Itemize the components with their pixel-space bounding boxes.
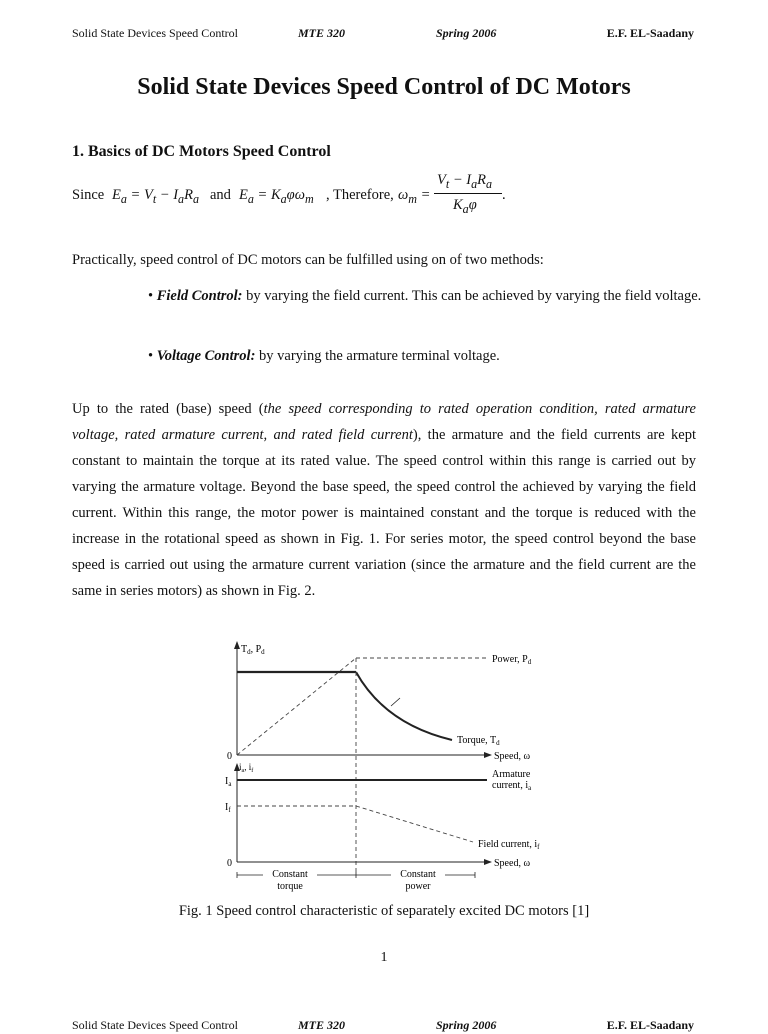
constant-torque-label-1: Constant — [272, 869, 308, 880]
speed-label-bottom: Speed, ω — [494, 858, 531, 869]
page-footer — [72, 1018, 694, 1034]
field-current-label: Field current, $i_f$ — [478, 839, 540, 851]
header-term: Spring 2006 — [436, 26, 497, 40]
bullet-voltage-control — [148, 343, 696, 369]
armature-label-2: current, $i_a$ — [492, 780, 532, 792]
figure-caption: Fig. 1 Speed control characteristic of separately excited DC motors [1] — [178, 903, 590, 919]
paragraph-rest: ), the armature and the field currents are kept constant to maintain the torque at its rated value. The speed control within this range is carried out by varying the armature voltage. Beyond the base speed, the speed control the achieved by varying the field current. Within this range, the motor power is maintained constant and the torque is reduced with the increase in the rotational speed as shown in Fig. 1. For series motor, the speed control beyond the base speed is carried out using the armature current variation (since the armature and the field current are the same in series motors) as shown in Fig. 2. — [72, 427, 696, 599]
bullet-dot: • — [148, 348, 157, 364]
header-course-title: Solid State Devices Speed Control — [72, 26, 238, 40]
equation-period: . — [502, 187, 506, 203]
constant-power-label-1: Constant — [400, 869, 436, 880]
bullet-dot: • — [148, 288, 157, 304]
speed-equation — [72, 172, 712, 220]
footer-term: Spring 2006 — [436, 1018, 497, 1032]
zero-top: 0 — [227, 751, 232, 762]
header-course-code: MTE 320 — [298, 26, 346, 40]
equation-and: and — [210, 187, 231, 203]
torque-label: Torque, $T_d$ — [457, 735, 500, 747]
page-number: 1 — [380, 950, 388, 965]
equation-since: Since — [72, 187, 105, 203]
equation-ea-kphi: $E_a = K_a\varphi\omega_m$ — [239, 187, 314, 206]
bullet-label: Voltage Control: — [156, 348, 256, 364]
fraction-bar — [434, 193, 502, 194]
intro-text: Practically, speed control of DC motors can be fulfilled using on of two methods: — [72, 252, 544, 268]
constant-power-label-2: power — [405, 881, 431, 892]
footer-course-title: Solid State Devices Speed Control — [72, 1018, 238, 1032]
equation-numerator: $V_t - I_aR_a$ — [437, 172, 493, 191]
torque-decay-curve — [356, 672, 452, 740]
section-heading: 1. Basics of DC Motors Speed Control — [72, 143, 331, 160]
bullet-label: Field Control: — [156, 288, 243, 304]
armature-label-1: Armature — [492, 769, 531, 780]
equation-omega-m: $\omega_m$ = — [398, 187, 431, 206]
header-author: E.F. EL-Saadany — [606, 26, 694, 40]
speed-label-top: Speed, ω — [494, 751, 531, 762]
power-label: Power, $P_d$ — [492, 654, 532, 666]
paragraph-start: Up to the rated (base) speed ( — [72, 401, 264, 417]
paragraph-italic: the speed corresponding to rated operation condition, rated armature voltage, rated armature current, and rated field current — [72, 401, 696, 443]
ia-if-label: $i_a$, $i_f$ — [239, 762, 254, 774]
field-current-decrease — [356, 806, 473, 842]
bullet-field-control — [148, 283, 712, 309]
bullet-text: by varying the field current. This can be achieved by varying the field voltage. — [246, 288, 702, 304]
footer-author: E.F. EL-Saadany — [606, 1018, 694, 1032]
axis-label-td-pd: $T_d$, $P_d$ — [241, 644, 265, 656]
if-axis-label: $I_f$ — [225, 802, 231, 814]
page-header — [72, 26, 694, 42]
footer-course-code: MTE 320 — [298, 1018, 346, 1032]
bullet-text: by varying the armature terminal voltage. — [259, 348, 500, 364]
constant-torque-label-2: torque — [277, 881, 303, 892]
body-paragraph — [72, 396, 696, 604]
speed-control-figure — [215, 638, 555, 896]
equation-denominator: $K_a\varphi$ — [453, 197, 477, 216]
zero-bottom: 0 — [227, 858, 232, 869]
document-title: Solid State Devices Speed Control of DC Motors — [137, 74, 631, 100]
torque-pointer — [391, 698, 400, 706]
ia-axis-label: $I_a$ — [225, 776, 232, 788]
equation-therefore: , Therefore, — [326, 187, 394, 203]
equation-ea-vt: $E_a = V_t - I_aR_a$ — [112, 187, 199, 206]
